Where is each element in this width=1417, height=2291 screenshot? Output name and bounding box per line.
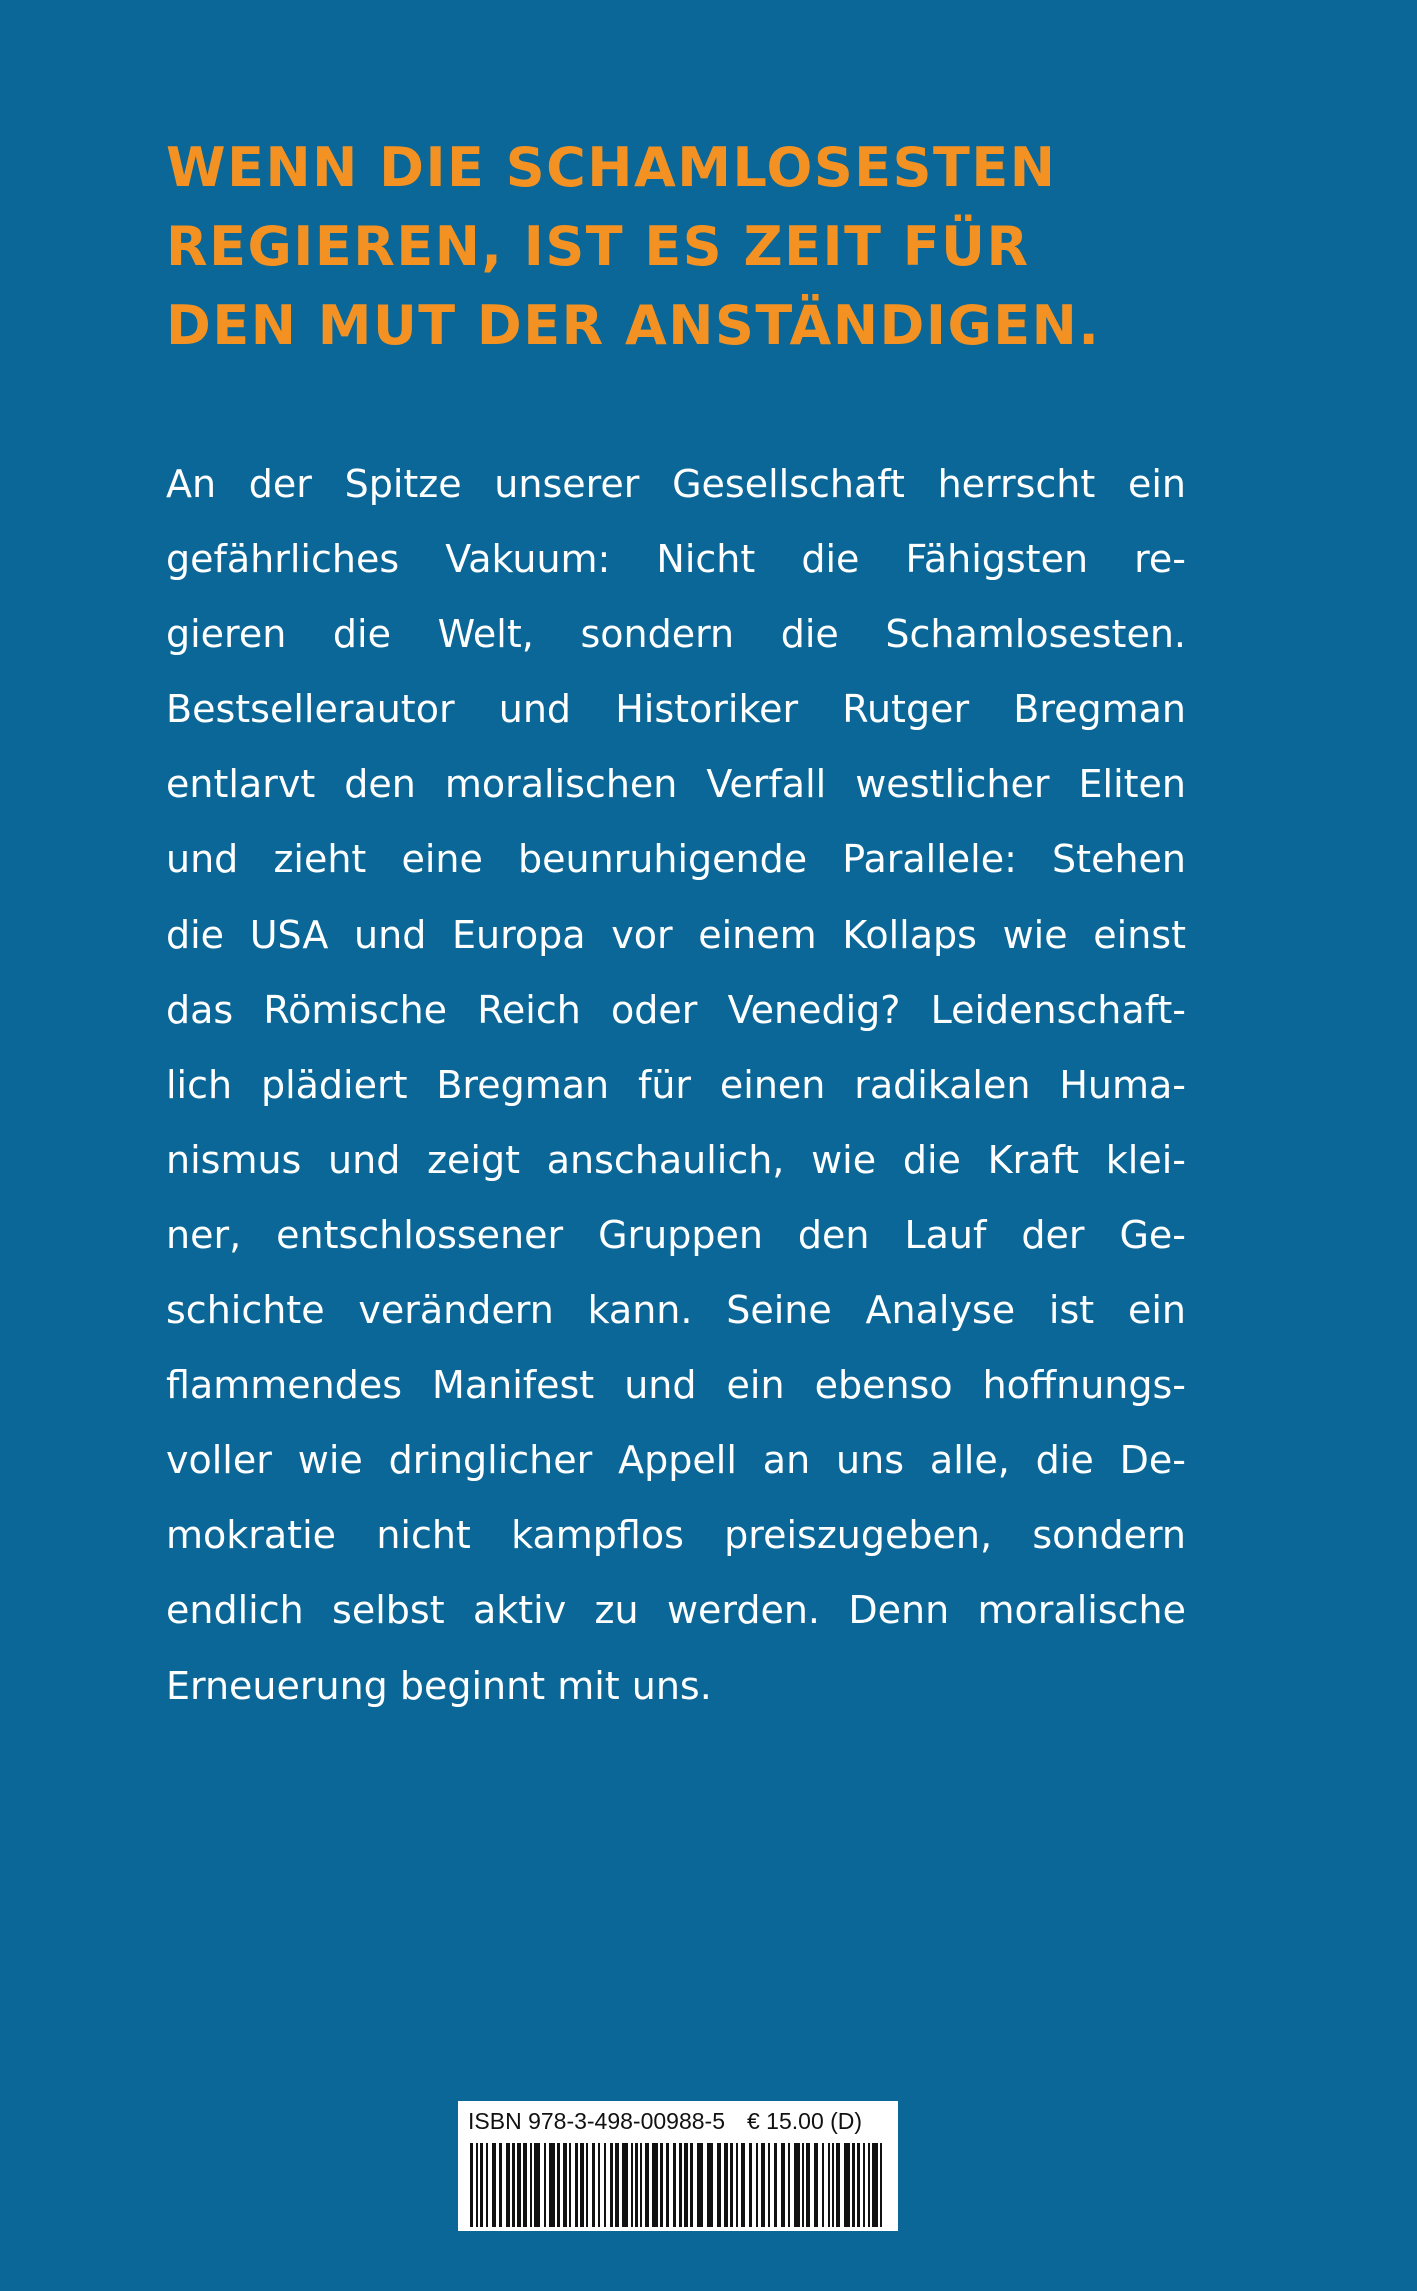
isbn-text: ISBN 978-3-498-00988-5 [468, 2108, 725, 2134]
barcode-bar [476, 2143, 478, 2227]
blurb-line: ner, entschlossener Gruppen den Lauf der Ge- [166, 1212, 1186, 1257]
barcode-bar [635, 2143, 638, 2227]
barcode-bar [470, 2143, 473, 2227]
barcode-bar [645, 2143, 649, 2227]
barcode-label [458, 2101, 898, 2231]
barcode-bar [794, 2143, 800, 2227]
barcode-bar [480, 2143, 483, 2227]
barcode-bar [868, 2143, 870, 2227]
barcode-bar [857, 2143, 860, 2227]
barcode-bar [768, 2143, 770, 2227]
barcode-bar [666, 2143, 669, 2227]
blurb-line: lich plädiert Bregman für einen radikalen Huma- [166, 1062, 1186, 1107]
barcode-bar [717, 2143, 721, 2227]
barcode-bar [563, 2143, 567, 2227]
barcode-bar [788, 2143, 790, 2227]
barcode-bar [580, 2143, 584, 2227]
barcode-bar [586, 2143, 588, 2227]
blurb-line: mokratie nicht kampflos preiszugeben, sondern [166, 1513, 1186, 1558]
barcode-bar [679, 2143, 682, 2227]
blurb-line: An der Spitze unserer Gesellschaft herrscht ein [166, 462, 1186, 506]
blurb-line: schichte verändern kann. Seine Analyse ist ein [166, 1288, 1186, 1333]
headline [166, 128, 1316, 365]
barcode-bar [806, 2143, 810, 2227]
blurb-line: flammendes Manifest und ein ebenso hoffnungs- [166, 1363, 1186, 1408]
barcode-bar [610, 2143, 613, 2227]
barcode-bar [880, 2143, 882, 2227]
barcode-bar [598, 2143, 600, 2227]
barcode-bar [863, 2143, 865, 2227]
barcode-bar [512, 2143, 515, 2227]
barcode-bar [844, 2143, 850, 2227]
barcode-bar [660, 2143, 663, 2227]
barcode-bar [697, 2143, 703, 2227]
barcode-bar [640, 2143, 642, 2227]
barcode-bar [802, 2143, 804, 2227]
barcode-bar [622, 2143, 628, 2227]
barcode-bar [707, 2143, 713, 2227]
barcode-bar [517, 2143, 521, 2227]
barcode-bar [814, 2143, 818, 2227]
barcode-bar [872, 2143, 878, 2227]
barcode-bar [544, 2143, 546, 2227]
barcode-bar [690, 2143, 693, 2227]
barcode-bar [749, 2143, 752, 2227]
barcode-bar [499, 2143, 502, 2227]
barcode-bar [730, 2143, 733, 2227]
barcode-bar [852, 2143, 855, 2227]
barcode-bar [530, 2143, 532, 2227]
barcode-bar [684, 2143, 688, 2227]
barcode-bar [774, 2143, 777, 2227]
headline-line: WENN DIE SCHAMLOSESTEN [166, 136, 1057, 199]
barcode-bar [736, 2143, 738, 2227]
blurb-line: endlich selbst aktiv zu werden. Denn moralische [166, 1588, 1186, 1633]
barcode-bar [575, 2143, 578, 2227]
barcode-bar [724, 2143, 728, 2227]
blurb-line: das Römische Reich oder Venedig? Leidenschaft- [166, 987, 1186, 1032]
blurb-line: Bestsellerautor und Historiker Rutger Bregman [166, 687, 1186, 732]
barcode-bar [592, 2143, 595, 2227]
barcode-bar [761, 2143, 765, 2227]
barcode-caption [468, 2107, 884, 2135]
barcode-bar [604, 2143, 606, 2227]
blurb-line: voller wie dringlicher Appell an uns alle, die De- [166, 1438, 1186, 1483]
barcode-bar [523, 2143, 527, 2227]
headline-line: DEN MUT DER ANSTÄNDIGEN. [166, 294, 1101, 357]
barcode-bar [652, 2143, 658, 2227]
barcode-bar [615, 2143, 619, 2227]
barcode-bar [557, 2143, 560, 2227]
blurb-line: die USA und Europa vor einem Kollaps wie einst [166, 912, 1186, 957]
barcode-bar [781, 2143, 785, 2227]
blurb-line: nismus und zeigt anschaulich, wie die Kraft klei- [166, 1137, 1186, 1182]
barcode-bar [673, 2143, 676, 2227]
barcode-bar [828, 2143, 830, 2227]
barcode-bar [492, 2143, 496, 2227]
barcode-bar [549, 2143, 555, 2227]
barcode-bar [486, 2143, 488, 2227]
headline-line: REGIEREN, IST ES ZEIT FÜR [166, 215, 1030, 278]
barcode-bar [506, 2143, 510, 2227]
blurb-line: Erneuerung beginnt mit uns. [166, 1663, 712, 1708]
barcode-bar [631, 2143, 633, 2227]
barcode-bar [822, 2143, 824, 2227]
blurb-line: gieren die Welt, sondern die Schamlosesten. [166, 612, 1186, 657]
barcode-bar [756, 2143, 758, 2227]
barcode-bar [741, 2143, 745, 2227]
barcode-icon [464, 2143, 892, 2227]
barcode-bar [832, 2143, 834, 2227]
barcode-bar [534, 2143, 540, 2227]
blurb-line: entlarvt den moralischen Verfall westlicher Eliten [166, 762, 1186, 807]
price-text: € 15.00 (D) [747, 2108, 863, 2134]
blurb-text [166, 447, 1186, 1724]
blurb-line: gefährliches Vakuum: Nicht die Fähigsten re- [166, 537, 1186, 582]
blurb-line: und zieht eine beunruhigende Parallele: Stehen [166, 837, 1186, 882]
barcode-bar [836, 2143, 840, 2227]
barcode-bar [569, 2143, 571, 2227]
